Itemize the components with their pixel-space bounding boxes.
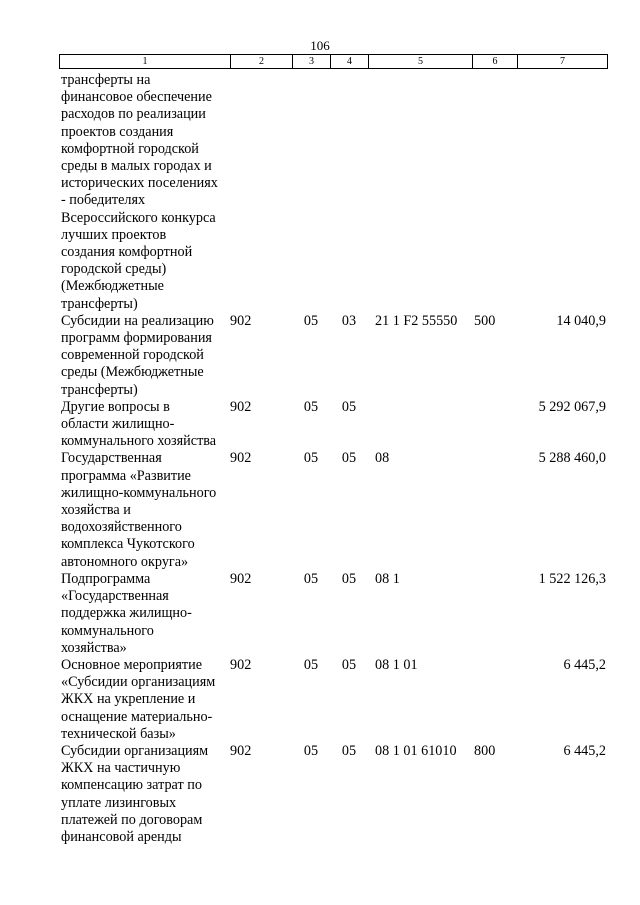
row-name-line: городской среды) [61, 261, 167, 278]
row-name [59, 72, 230, 313]
subsection-code: 05 [341, 398, 357, 415]
target-article-code: 08 1 01 [375, 656, 418, 673]
column-header-6: 6 [473, 55, 518, 68]
row-name-line: исторических поселениях [61, 175, 218, 192]
row-name-line: ЖКХ на укрепление и [61, 691, 196, 708]
row-name [59, 571, 230, 657]
expense-type-code: 800 [474, 742, 496, 759]
row-name-line: расходов по реализации [61, 106, 206, 123]
expense-type-code: 500 [474, 312, 496, 329]
row-name-line: уплате лизинговых [61, 794, 177, 811]
ministry-code: 902 [230, 398, 252, 415]
column-header-7: 7 [560, 56, 565, 67]
target-article-code: 08 1 01 61010 [375, 742, 457, 759]
section-code: 05 [303, 742, 319, 759]
row-name-line: оснащение материально- [61, 708, 213, 725]
row-name-line: Подпрограмма [61, 570, 151, 587]
section-code: 05 [303, 450, 319, 467]
section-code: 05 [303, 312, 319, 329]
section-code: 05 [303, 398, 319, 415]
section-code: 05 [303, 656, 319, 673]
ministry-code: 902 [230, 570, 252, 587]
row-name-line: автономного округа» [61, 553, 189, 570]
amount: 5 292 067,9 [538, 398, 606, 415]
row-name-line: области жилищно- [61, 416, 175, 433]
row-name-line: финансовой аренды [61, 828, 182, 845]
row-name-line: комфортной городской [61, 140, 199, 157]
column-header-1: 1 [60, 55, 231, 68]
row-name [59, 450, 230, 570]
row-name-line: Субсидии организациям [61, 742, 209, 759]
subsection-code: 05 [341, 656, 357, 673]
amount: 5 288 460,0 [538, 450, 606, 467]
row-name-line: Всероссийского конкурса [61, 209, 216, 226]
row-name-line: хозяйства и [61, 502, 131, 519]
table-row [59, 743, 606, 846]
row-name-line: коммунального [61, 622, 154, 639]
row-name-line: Государственная [61, 450, 162, 467]
table-row [59, 450, 606, 570]
row-name-line: лучших проектов [61, 226, 167, 243]
subsection-code: 03 [341, 312, 357, 329]
row-name-line: Другие вопросы в [61, 398, 170, 415]
row-name-line: ЖКХ на частичную [61, 760, 181, 777]
table-row [59, 72, 606, 313]
row-name-line: технической базы» [61, 725, 176, 742]
row-name-line: среды в малых городах и [61, 158, 212, 175]
column-header-4: 4 [331, 55, 369, 68]
table-row [59, 657, 606, 743]
row-name [59, 399, 230, 451]
section-code: 05 [303, 570, 319, 587]
row-name-line: проектов создания [61, 123, 174, 140]
subsection-code: 05 [341, 450, 357, 467]
row-name-line: трансферты) [61, 381, 138, 398]
row-name-line: программа «Развитие [61, 467, 191, 484]
row-name-line: компенсацию затрат по [61, 777, 202, 794]
target-article-code: 08 1 [375, 570, 400, 587]
row-name-line: Субсидии на реализацию [61, 312, 214, 329]
row-name-line: «Субсидии организациям [61, 674, 216, 691]
table-header-row [59, 54, 608, 69]
row-name-line: - победителях [61, 192, 146, 209]
row-name-line: комплекса Чукотского [61, 536, 195, 553]
amount: 6 445,2 [563, 742, 606, 759]
ministry-code: 902 [230, 742, 252, 759]
ministry-code: 902 [230, 450, 252, 467]
target-article-code: 21 1 F2 55550 [375, 312, 458, 329]
page-number: 106 [310, 38, 330, 53]
row-name-line: (Межбюджетные [61, 278, 164, 295]
ministry-code: 902 [230, 312, 252, 329]
subsection-code: 05 [341, 742, 357, 759]
row-name-line: коммунального хозяйства [61, 433, 217, 450]
table-body [59, 72, 606, 846]
row-name-line: жилищно-коммунального [61, 484, 217, 501]
column-header-2: 2 [231, 55, 293, 68]
row-name-line: трансферты) [61, 295, 138, 312]
row-name-line: «Государственная [61, 588, 169, 605]
ministry-code: 902 [230, 656, 252, 673]
amount: 14 040,9 [556, 312, 606, 329]
column-header-5: 5 [369, 55, 473, 68]
row-name-line: хозяйства» [61, 639, 127, 656]
table-row [59, 313, 606, 399]
subsection-code: 05 [341, 570, 357, 587]
amount: 1 522 126,3 [538, 570, 606, 587]
row-name [59, 657, 230, 743]
amount: 6 445,2 [563, 656, 606, 673]
row-name [59, 743, 230, 846]
table-row [59, 571, 606, 657]
row-name [59, 313, 230, 399]
row-name-line: трансферты на [61, 72, 151, 88]
row-name-line: платежей по договорам [61, 811, 203, 828]
row-name-line: водохозяйственного [61, 519, 182, 536]
row-name-line: поддержка жилищно- [61, 605, 192, 622]
row-name-line: Основное мероприятие [61, 656, 202, 673]
target-article-code: 08 [375, 450, 390, 467]
row-name-line: создания комфортной [61, 244, 193, 261]
column-header-3: 3 [293, 55, 331, 68]
row-name-line: программ формирования [61, 330, 212, 347]
row-name-line: современной городской [61, 347, 204, 364]
table-row [59, 399, 606, 451]
row-name-line: среды (Межбюджетные [61, 364, 204, 381]
row-name-line: финансовое обеспечение [61, 89, 212, 106]
